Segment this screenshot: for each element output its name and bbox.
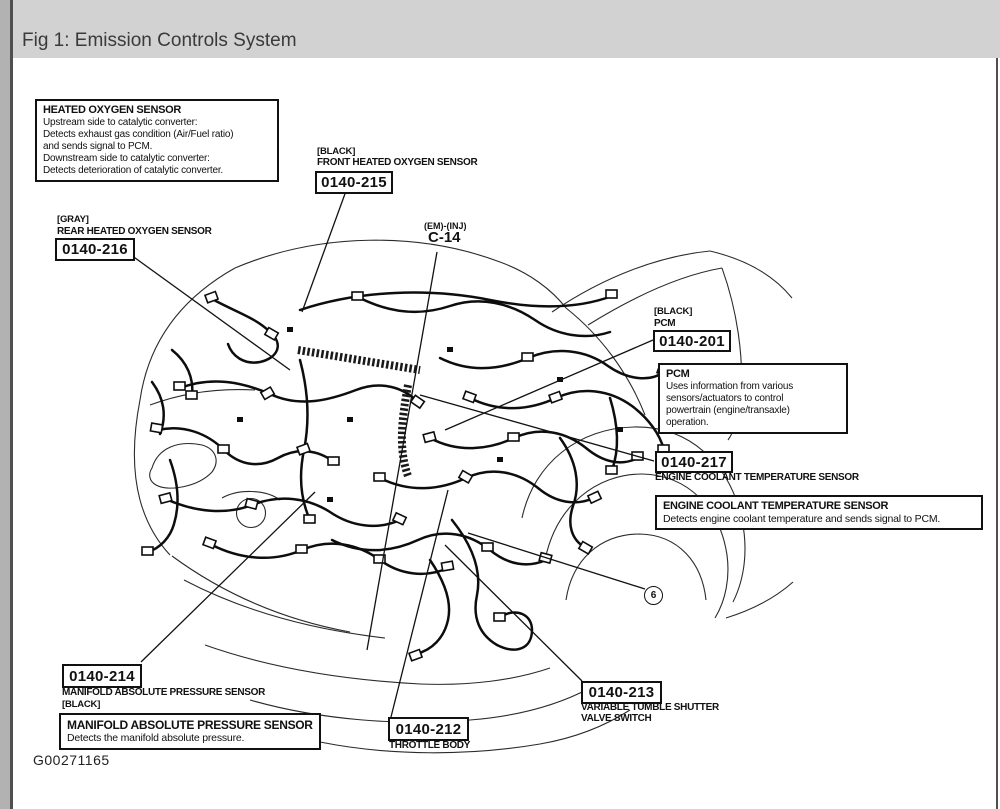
c14-tag: (EM)-(INJ) bbox=[424, 221, 467, 231]
pcm-description-box bbox=[658, 363, 848, 434]
pcm-color-tag: [BLACK] bbox=[654, 306, 693, 317]
map-code: 0140-214 bbox=[62, 664, 142, 688]
c14-code: C-14 bbox=[428, 229, 461, 246]
ho2s-description-box bbox=[35, 99, 279, 182]
ect-box-line: Detects engine coolant temperature and sends signal to PCM. bbox=[663, 512, 941, 525]
rear-ho2s-name: REAR HEATED OXYGEN SENSOR bbox=[57, 226, 212, 237]
callout-leader-lines bbox=[131, 191, 654, 717]
pcm-box-line: sensors/actuators to control bbox=[666, 392, 784, 404]
figure-code: G00271165 bbox=[33, 752, 110, 768]
left-margin bbox=[0, 0, 10, 809]
pcm-name: PCM bbox=[654, 318, 676, 329]
ho2s-box-line: Downstream side to catalytic converter: bbox=[43, 152, 210, 164]
ho2s-box-line: Detects exhaust gas condition (Air/Fuel ratio) bbox=[43, 128, 234, 140]
ect-box-title: ENGINE COOLANT TEMPERATURE SENSOR bbox=[663, 500, 889, 512]
pcm-box-title: PCM bbox=[666, 368, 690, 380]
vts-name-line1: VARIABLE TUMBLE SHUTTER bbox=[581, 702, 719, 713]
figure-title-bar bbox=[0, 0, 1000, 58]
pcm-box-line: Uses information from various bbox=[666, 380, 794, 392]
throttle-body-code: 0140-212 bbox=[388, 717, 469, 741]
ect-description-box bbox=[655, 495, 983, 530]
pcm-box-line: operation. bbox=[666, 416, 709, 428]
wiring-harness bbox=[148, 293, 664, 654]
map-box-title: MANIFOLD ABSOLUTE PRESSURE SENSOR bbox=[67, 718, 313, 732]
rear-ho2s-code: 0140-216 bbox=[55, 238, 135, 261]
left-border-line bbox=[10, 0, 13, 809]
map-description-box bbox=[59, 713, 321, 750]
right-border-line bbox=[996, 58, 998, 809]
map-box-line: Detects the manifold absolute pressure. bbox=[67, 732, 245, 744]
corrugated-loom bbox=[298, 350, 420, 476]
pcm-code: 0140-201 bbox=[653, 330, 731, 352]
rear-ho2s-color-tag: [GRAY] bbox=[57, 214, 89, 225]
harness-clips bbox=[237, 327, 623, 502]
map-name: MANIFOLD ABSOLUTE PRESSURE SENSOR bbox=[62, 687, 266, 698]
front-ho2s-name: FRONT HEATED OXYGEN SENSOR bbox=[317, 157, 478, 168]
ho2s-box-line: and sends signal to PCM. bbox=[43, 140, 153, 152]
ho2s-box-line: Detects deterioration of catalytic converter. bbox=[43, 164, 223, 176]
ho2s-box-line: Upstream side to catalytic converter: bbox=[43, 116, 198, 128]
ect-name: ENGINE COOLANT TEMPERATURE SENSOR bbox=[655, 472, 859, 483]
ect-code: 0140-217 bbox=[655, 451, 733, 473]
front-ho2s-color-tag: [BLACK] bbox=[317, 146, 356, 157]
figure-title: Fig 1: Emission Controls System bbox=[22, 30, 297, 51]
ho2s-box-title: HEATED OXYGEN SENSOR bbox=[43, 104, 182, 116]
front-ho2s-code: 0140-215 bbox=[315, 171, 393, 194]
map-color-tag: [BLACK] bbox=[62, 699, 101, 710]
vts-name-line2: VALVE SWITCH bbox=[581, 713, 652, 724]
throttle-body-name: THROTTLE BODY bbox=[389, 740, 471, 751]
vts-code: 0140-213 bbox=[581, 681, 662, 704]
circle-reference-6: 6 bbox=[644, 586, 663, 605]
pcm-box-line: powertrain (engine/transaxle) bbox=[666, 404, 790, 416]
